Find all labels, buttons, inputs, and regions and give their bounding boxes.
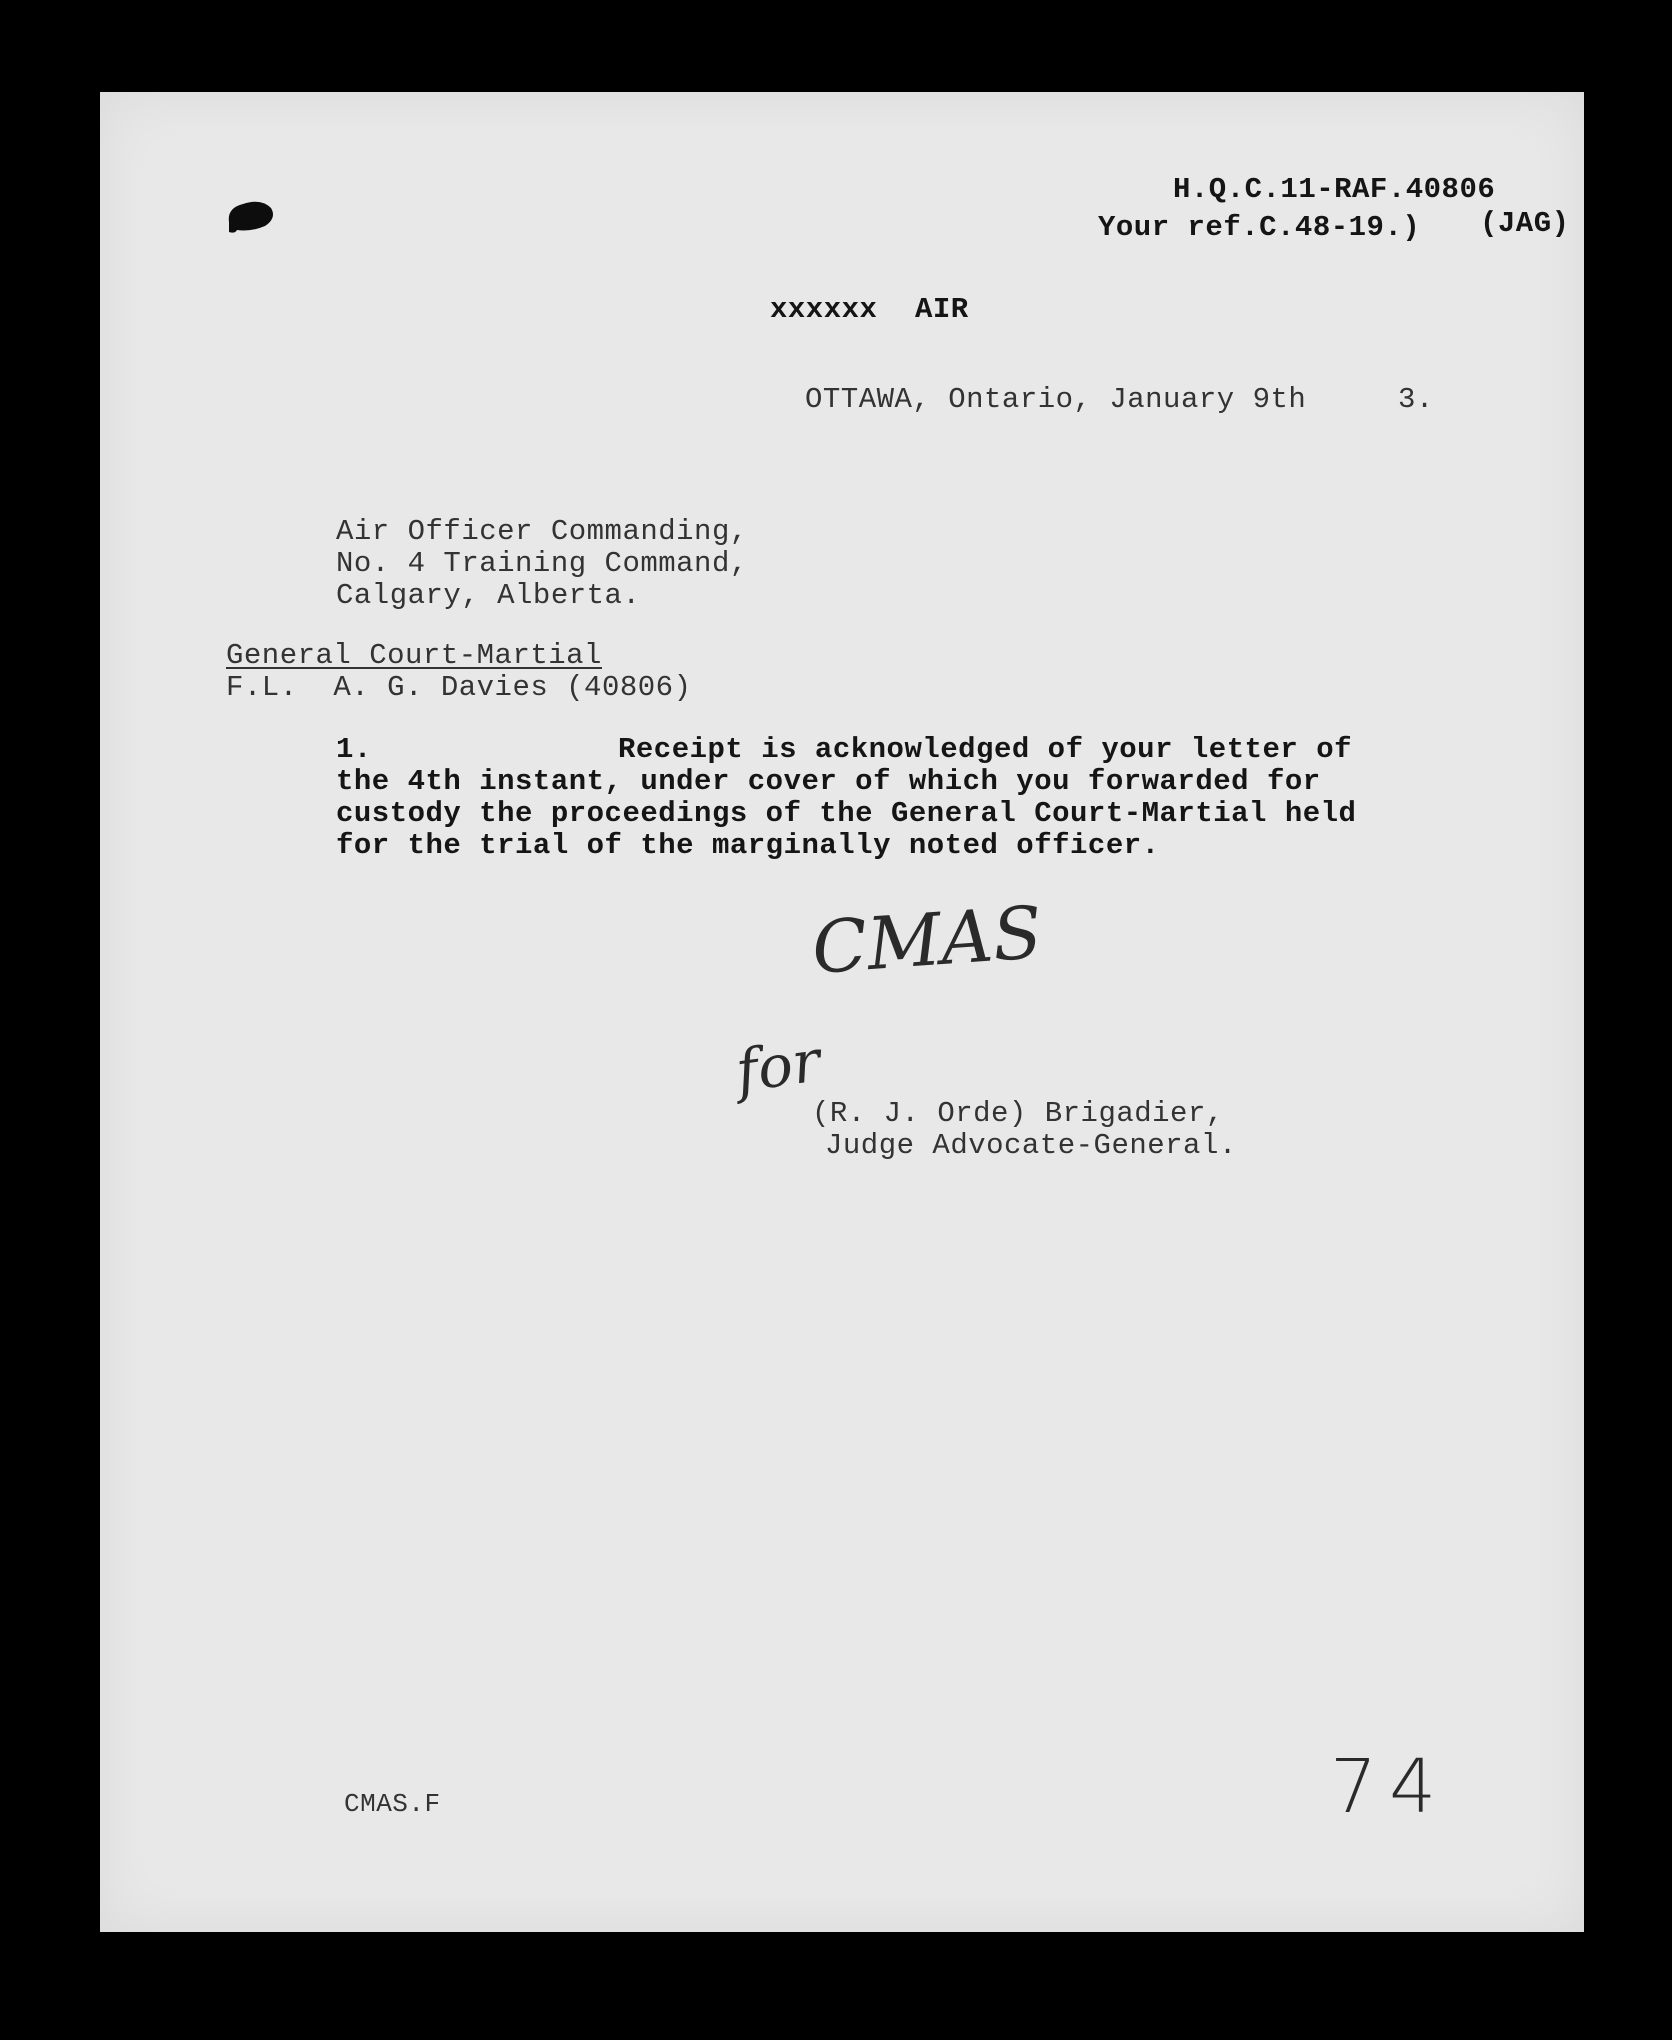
- body-line-2: the 4th instant, under cover of which you forwarded for: [336, 765, 1321, 798]
- jag-reference: (JAG): [1480, 207, 1570, 240]
- service-struck-text: xxxxxx: [770, 293, 878, 326]
- dateline-year: 3.: [1398, 383, 1434, 416]
- body-line-1: Receipt is acknowledged of your letter of: [618, 733, 1353, 766]
- page-number: 74: [1330, 1744, 1449, 1830]
- letter-page: [100, 92, 1584, 1932]
- footer-initials: CMAS.F: [344, 1789, 441, 1819]
- signature-for: for: [731, 1026, 825, 1106]
- ink-blot-mark: [225, 196, 285, 236]
- subject-line-1: General Court-Martial: [226, 639, 602, 672]
- file-reference: H.Q.C.11-RAF.40806: [1173, 173, 1496, 206]
- body-line-3: custody the proceedings of the General Court-Martial held: [336, 797, 1357, 830]
- signatory-name: (R. J. Orde) Brigadier,: [812, 1097, 1224, 1130]
- addressee-line-2: No. 4 Training Command,: [336, 547, 748, 580]
- addressee-line-1: Air Officer Commanding,: [336, 515, 748, 548]
- addressee-line-3: Calgary, Alberta.: [336, 579, 641, 612]
- signature-initials: CMAS: [809, 890, 1045, 990]
- paragraph-number: 1.: [336, 733, 372, 766]
- signatory-title: Judge Advocate-General.: [825, 1129, 1237, 1162]
- your-reference: Your ref.C.48-19.): [1098, 211, 1421, 244]
- dateline-place-date: OTTAWA, Ontario, January 9th: [805, 383, 1307, 416]
- subject-line-2: F.L. A. G. Davies (40806): [226, 671, 692, 704]
- body-line-4: for the trial of the marginally noted officer.: [336, 829, 1160, 862]
- service-label: AIR: [915, 293, 969, 326]
